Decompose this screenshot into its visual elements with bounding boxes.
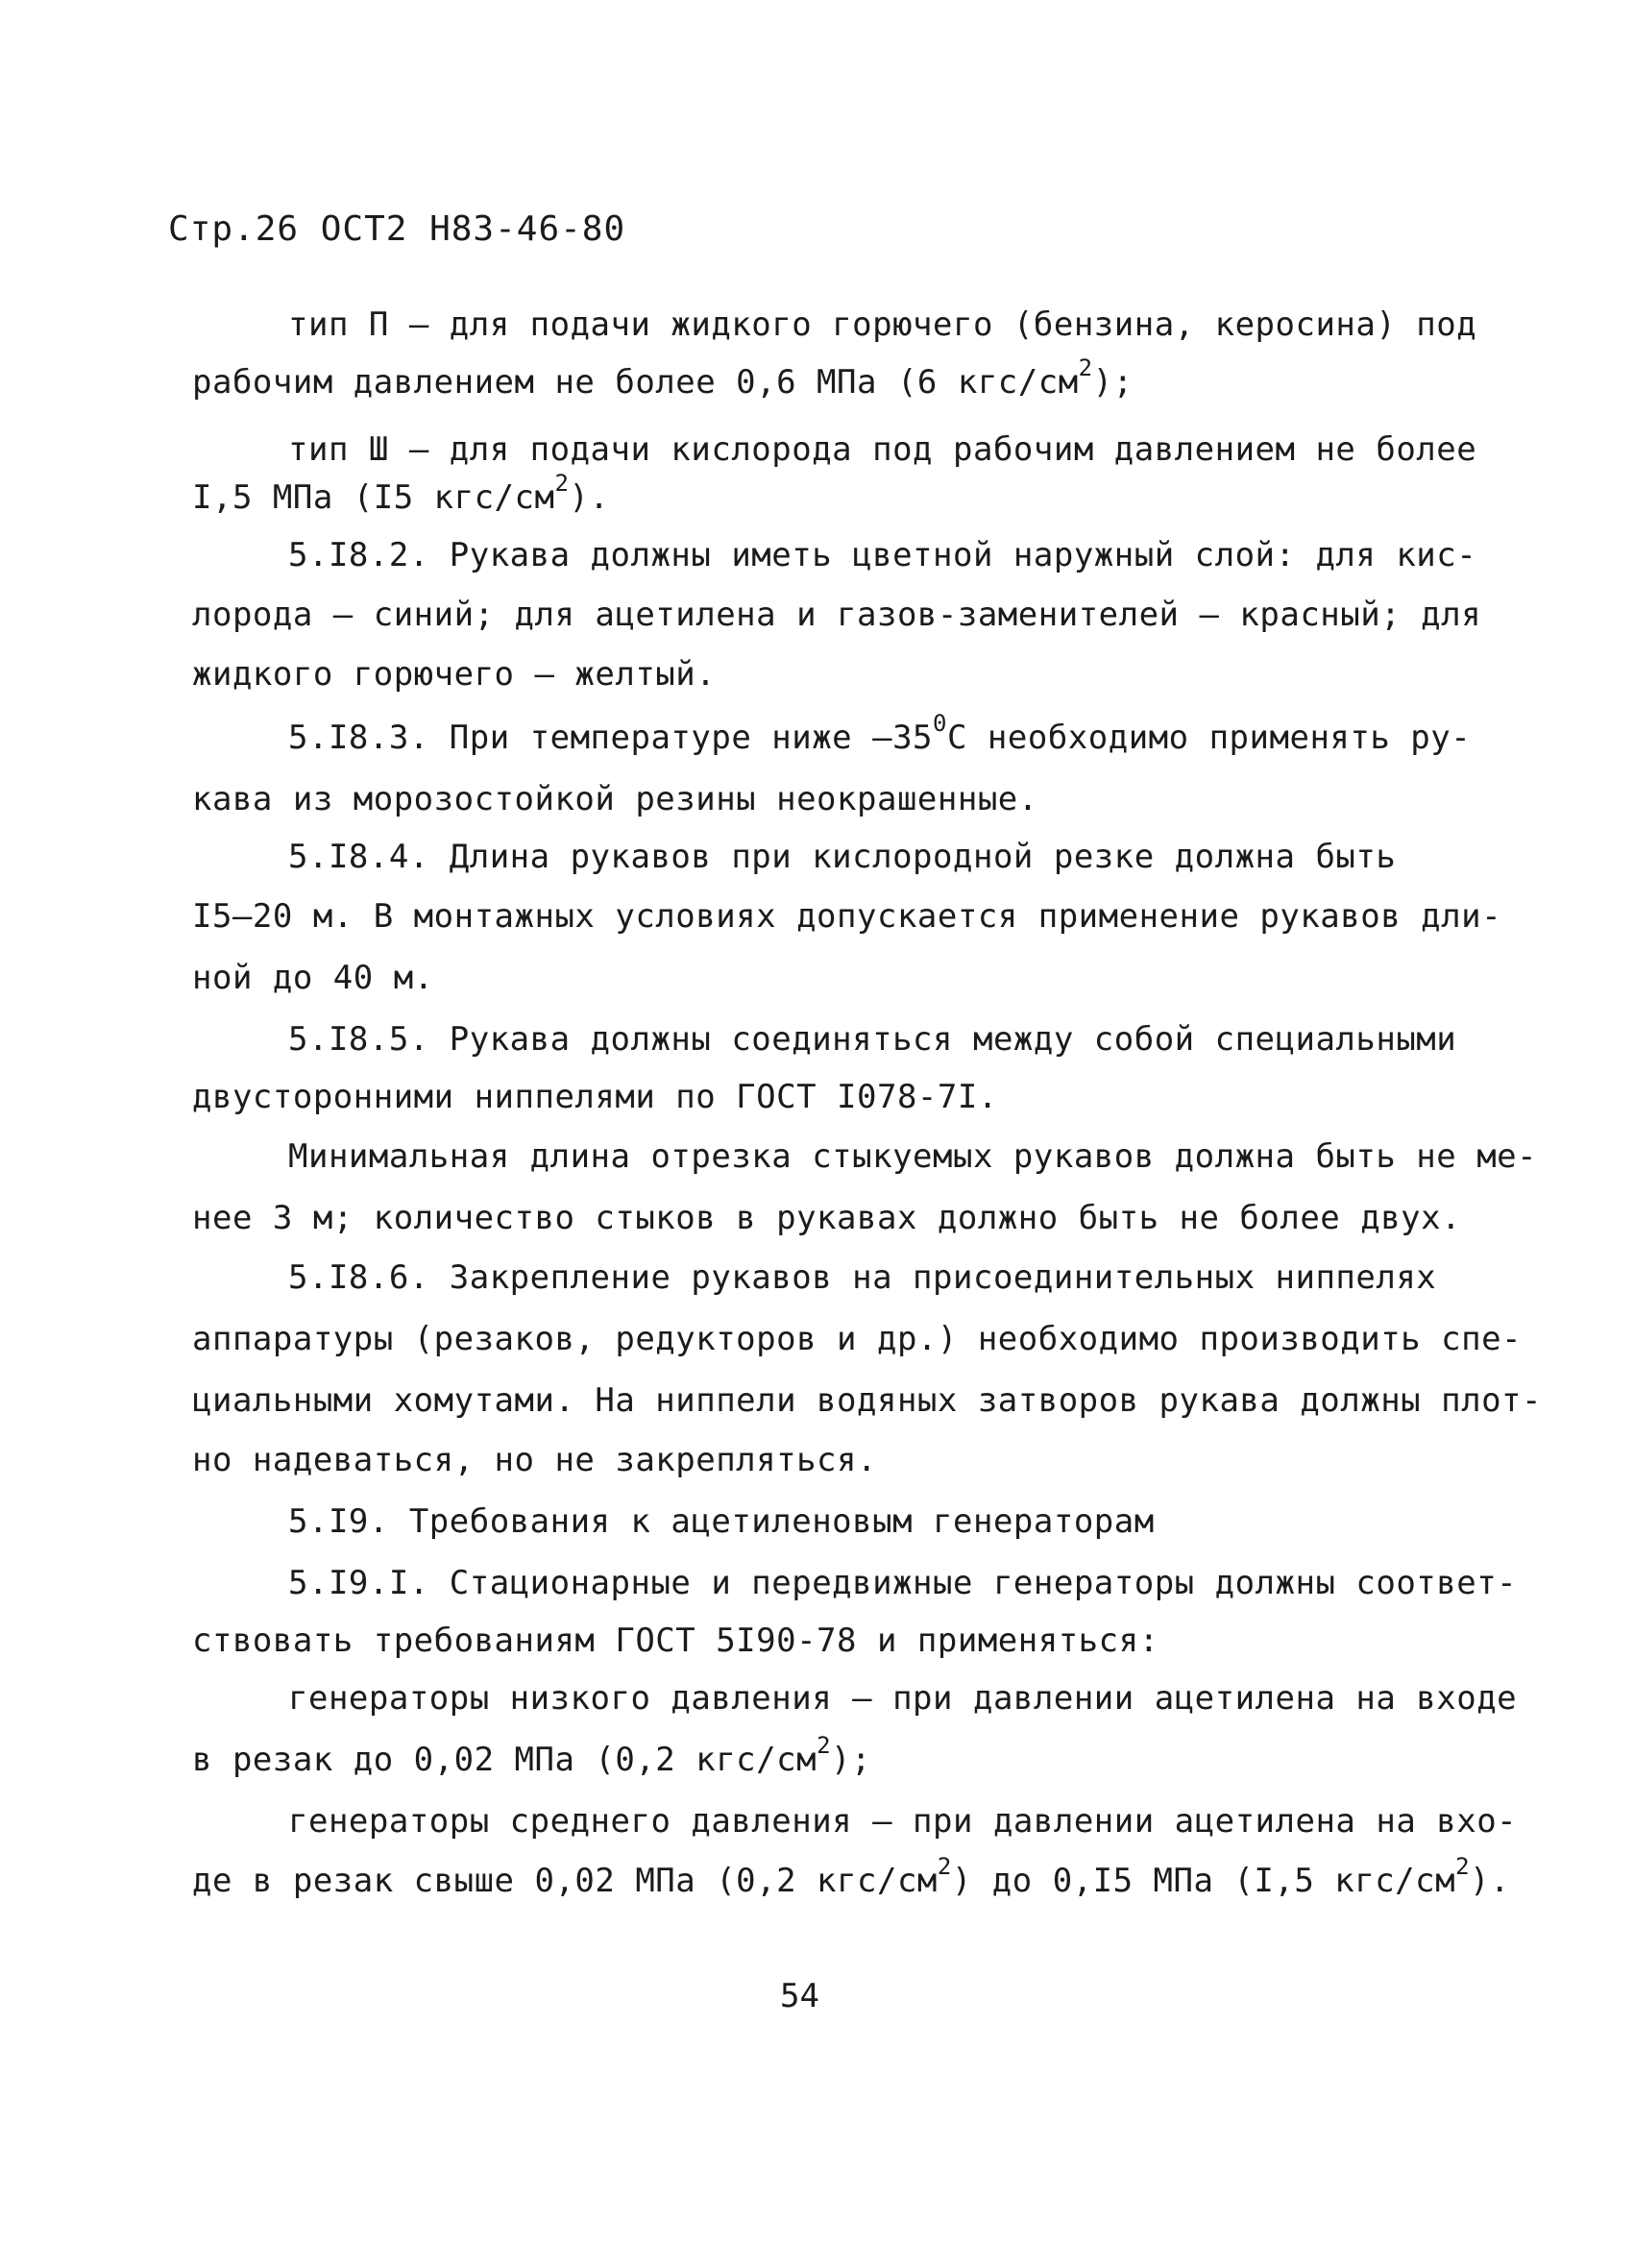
page-header: Стр.26 ОСТ2 Н83-46-80 (168, 209, 626, 249)
text-line: 5.I8.5. Рукава должны соединяться между собой специальными (288, 1020, 1457, 1059)
text-line: лорода – синий; для ацетилена и газов-заменителей – красный; для (192, 596, 1482, 634)
text-line: де в резак свыше 0,02 МПа (0,2 кгс/$см^2$) до 0,I5 МПа (I,5 кгс/$см^2$). (192, 1852, 1510, 1900)
section-heading: 5.I9. Требования к ацетиленовым генераторам (288, 1502, 1155, 1541)
text-line: жидкого горючего – желтый. (192, 655, 717, 694)
text-line: 5.I8.3. При температуре ниже $-35^0С$ необходимо применять ру- (288, 709, 1472, 757)
text-line: 5.I8.6. Закрепление рукавов на присоединительных ниппелях (288, 1258, 1437, 1297)
text-line: циальными хомутами. На ниппели водяных затворов рукава должны плот- (192, 1381, 1542, 1420)
text-line: ствовать требованиям ГОСТ 5I90-78 и применяться: (192, 1622, 1159, 1660)
superscript: 0 (933, 709, 947, 737)
text-line: ной до 40 м. (192, 959, 434, 997)
text-line: рабочим давлением не более 0,6 МПа (6 кгс/$см^2$); (192, 354, 1134, 402)
text-line: генераторы среднего давления – при давлении ацетилена на вхо- (288, 1802, 1518, 1841)
text-line: 5.I8.2. Рукава должны иметь цветной наружный слой: для кис- (288, 536, 1477, 574)
text-line: I,5 МПа (I5 кгс/$см^2$). (192, 469, 610, 517)
superscript: 2 (1078, 354, 1093, 381)
superscript: 2 (817, 1731, 832, 1759)
superscript: 2 (1455, 1852, 1471, 1880)
text-line: аппаратуры (резаков, редукторов и др.) необходимо производить спе- (192, 1320, 1523, 1358)
text-line: нее 3 м; количество стыков в рукавах должно быть не более двух. (192, 1199, 1462, 1237)
text-line: в резак до 0,02 МПа (0,2 кгс/$см^2$); (192, 1731, 871, 1779)
text-line: 5.I9.I. Стационарные и передвижные генераторы должны соответ- (288, 1564, 1518, 1602)
text-line: но надеваться, но не закрепляться. (192, 1441, 877, 1479)
superscript: 2 (937, 1852, 952, 1880)
text-line: тип П – для подачи жидкого горючего (бензина, керосина) под (288, 305, 1477, 344)
text-line: кава из морозостойкой резины неокрашенные. (192, 780, 1038, 818)
text-line: двусторонними ниппелями по ГОСТ I078-7I. (192, 1078, 998, 1116)
text-line: Минимальная длина отрезка стыкуемых рукавов должна быть не ме- (288, 1137, 1538, 1176)
text-line: I5–20 м. В монтажных условиях допускается применение рукавов дли- (192, 897, 1502, 936)
page-number: 54 (780, 1977, 819, 2015)
superscript: 2 (554, 469, 570, 497)
text-line: тип Ш – для подачи кислорода под рабочим давлением не более (288, 430, 1477, 469)
text-line: генераторы низкого давления – при давлении ацетилена на входе (288, 1679, 1518, 1718)
text-line: 5.I8.4. Длина рукавов при кислородной резке должна быть (288, 838, 1397, 876)
